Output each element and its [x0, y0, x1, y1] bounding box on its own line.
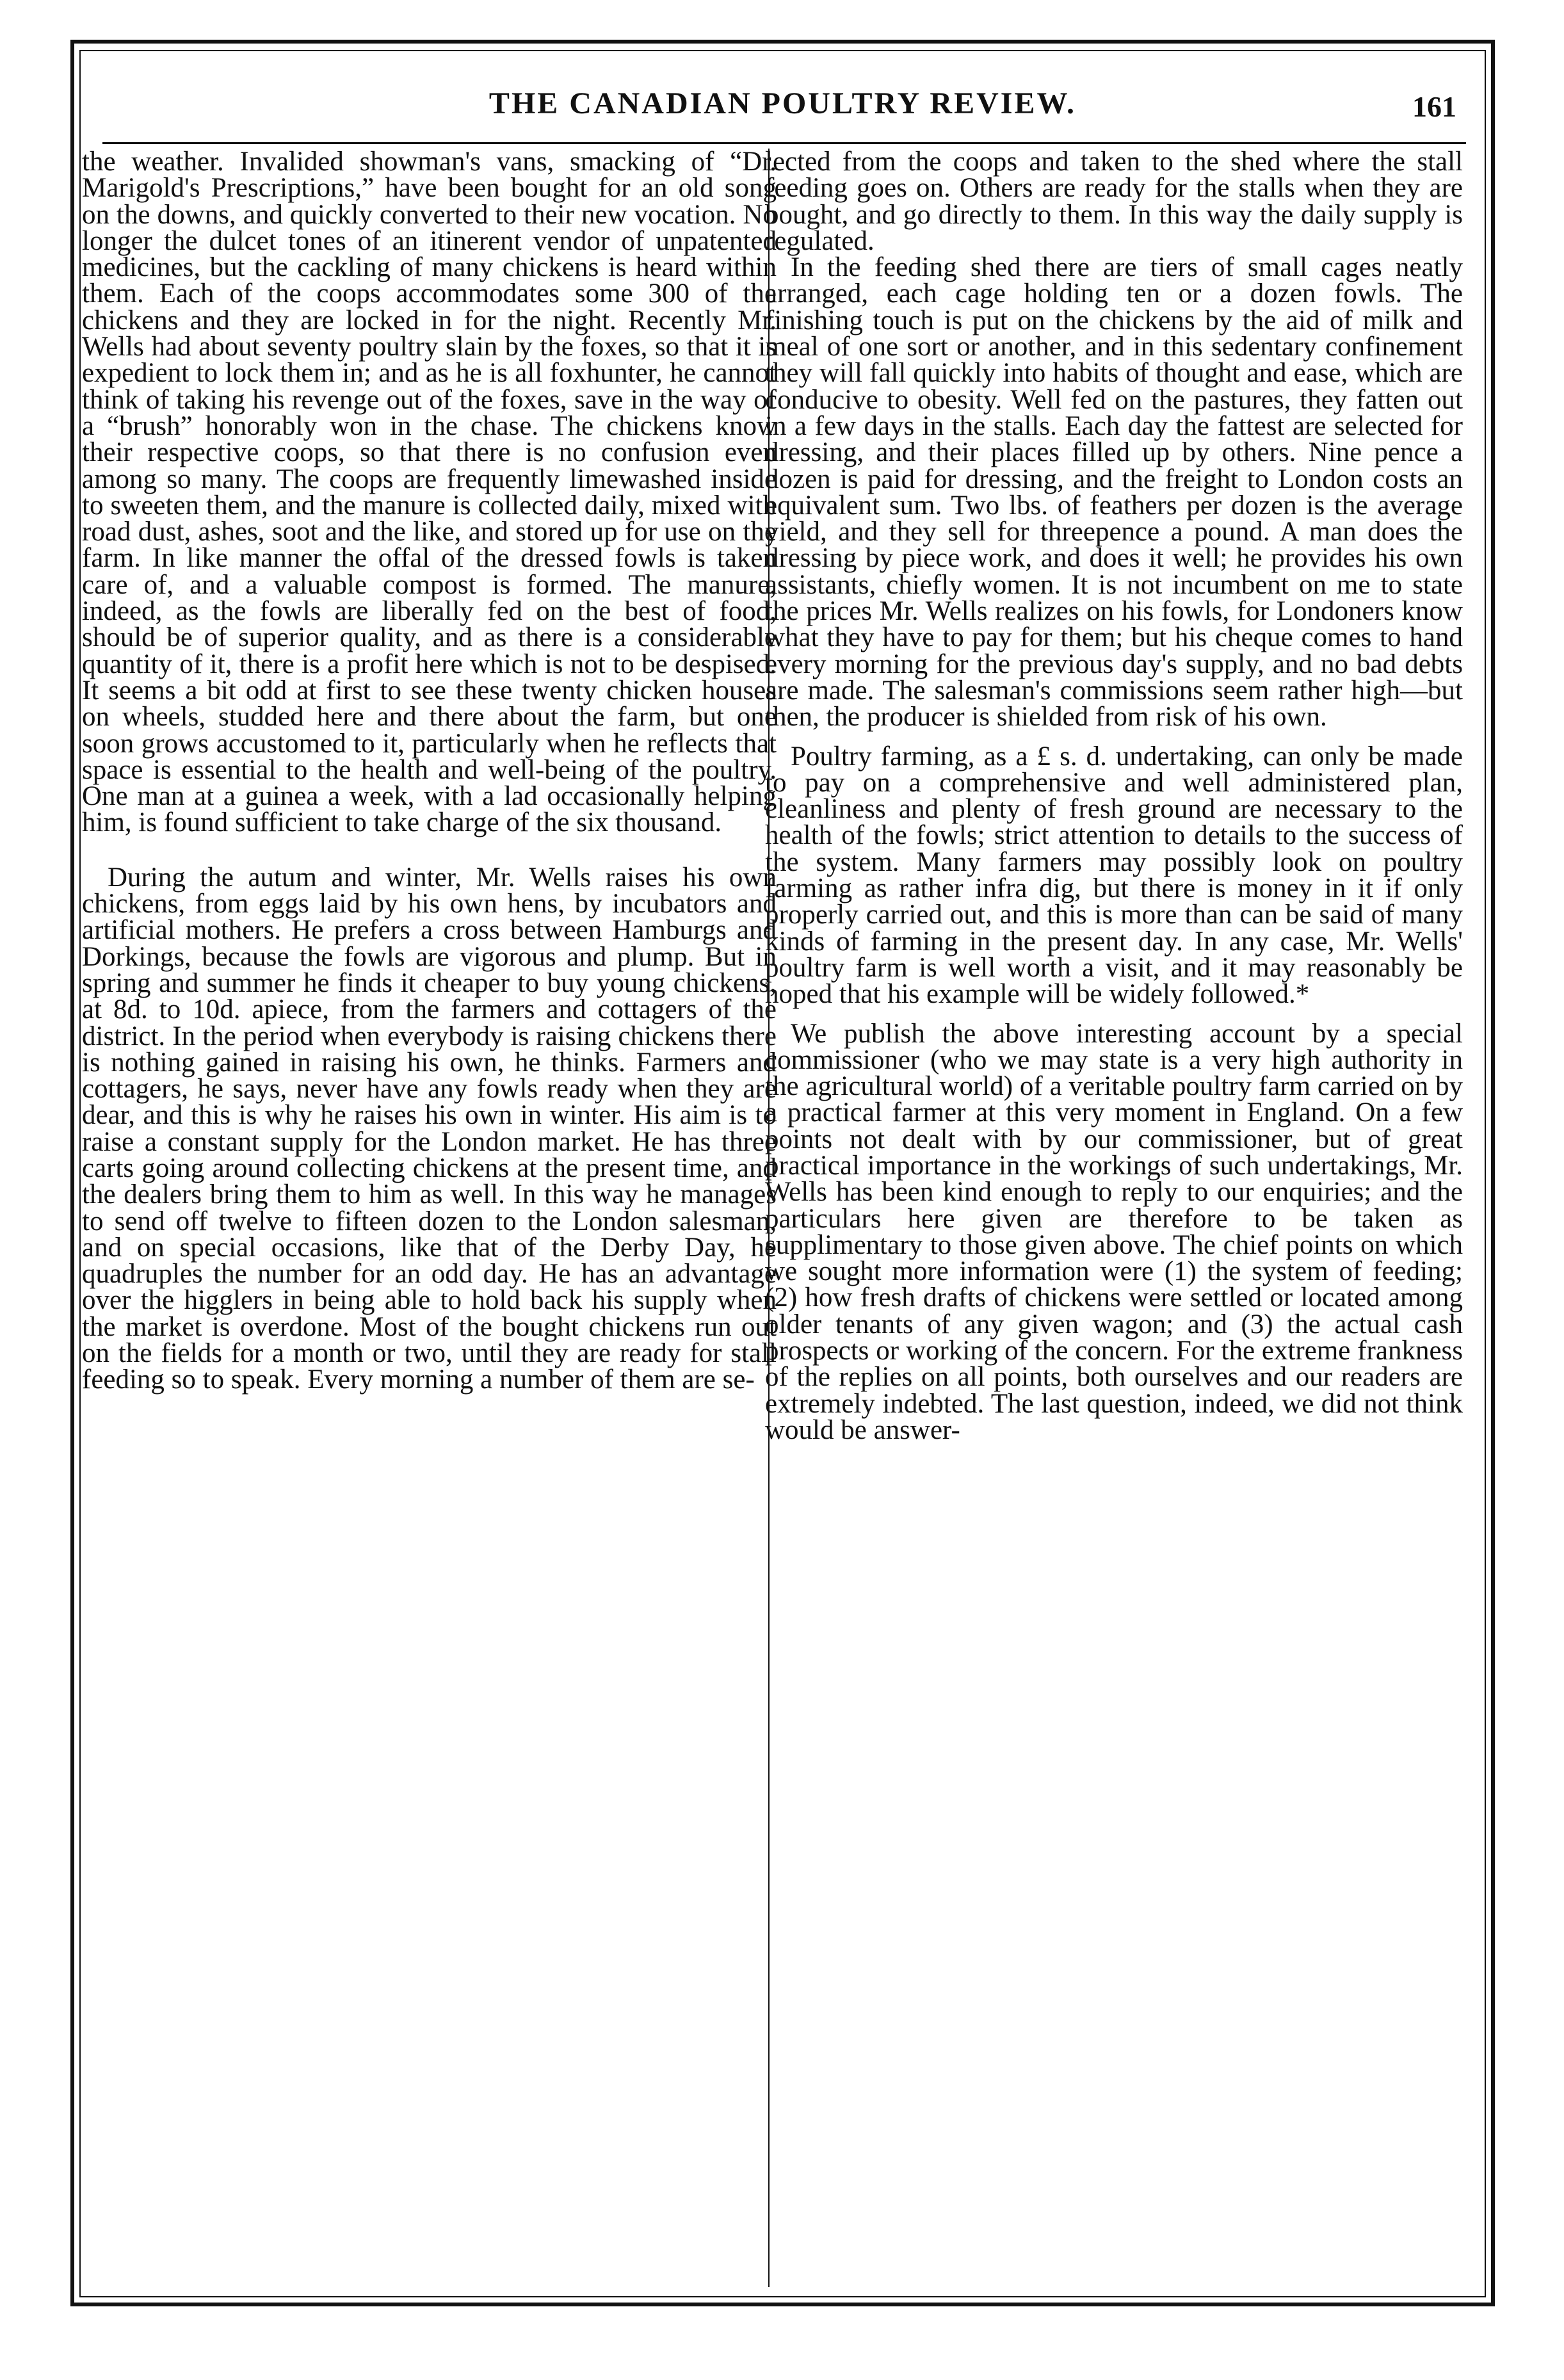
right-paragraph-2: In the feeding shed there are tiers of small cages neatly arranged, each cage holding ten or a dozen fowls. The finishing touch is put on the chickens by the aid of milk and meal of one sort or another, and in this sedentary confinement they will fall quickly into habits of thought and ease, which are conducive to obesity. Well fed on the pastures, they fatten out in a few days in the stalls. Each day the fattest are selected for dressing, and their places filled up by others. Nine pence a dozen is paid for dressing, and the freight to London costs an equivalent sum. Two lbs. of feathers per dozen is the average yield, and they sell for threepence a pound. A man does the dressing by piece work, and does it well; he provides his own assistants, chiefly women. It is not incumbent on me to state the prices Mr. Wells realizes on his fowls, for Londoners know what they have to pay for them; but his cheque comes to hand every morning for the previous day's supply, and no bad debts are made. The salesman's commissions seem rather high—but then, the producer is shielded from risk of his own. [765, 252, 1463, 733]
right-column [765, 149, 1463, 1443]
page-number: 161 [1412, 90, 1456, 123]
footer-rule [79, 2303, 1494, 2306]
left-column [82, 149, 777, 1393]
right-paragraph-1: lected from the coops and taken to the shed where the stall feeding goes on. Others are ready for the stalls when they are bought, and go directly to them. In this way the daily supply is regulated. [765, 147, 1463, 256]
running-header [90, 82, 1476, 133]
right-paragraph-4: We publish the above interesting account by a special commissioner (who we may state is a very high authority in the agricultural world) of a veritable poultry farm carried on by a practical farmer at this very moment in England. On a few points not dealt with by our commissioner, but of great practical importance in the workings of such undertakings, Mr. Wells has been kind enough to reply to our enquiries; and the particulars here given are therefore to be taken as supplimentary to those given above. The chief points on which we sought more information were (1) the system of feeding; (2) how fresh drafts of chickens were settled or located among older tenants of any given wagon; and (3) the actual cash prospects or working of the concern. For the extreme frankness of the replies on all points, both ourselves and our readers are extremely indebted. The last question, indeed, we did not think would be answer- [765, 1018, 1463, 1445]
right-paragraph-3: Poultry farming, as a £ s. d. undertaking, can only be made to pay on a comprehensive and well administered plan, cleanliness and plenty of fresh ground are necessary to the health of the fowls; strict attention to details to the success of the system. Many farmers may possibly look on poultry farming as rather infra dig, but there is money in it if only properly carried out, and this is more than can be said of many kinds of farming in the present day. In any case, Mr. Wells' poultry farm is well worth a visit, and it may reasonably be hoped that his example will be widely followed.* [765, 741, 1463, 1010]
header-rule [102, 142, 1466, 144]
left-paragraph-1: the weather. Invalided showman's vans, smacking of “Dr. Marigold's Prescriptions,” have been bought for an old song on the downs, and quickly converted to their new vocation. No longer the dulcet tones of an itinerent vendor of unpatented medicines, but the cackling of many chickens is heard within them. Each of the coops accommodates some 300 of the chickens and they are locked in for the night. Recently Mr. Wells had about seventy poultry slain by the foxes, so that it is expedient to lock them in; and as he is all foxhunter, he cannot think of taking his revenge out of the foxes, save in the way of a “brush” honorably won in the chase. The chickens know their respective coops, so that there is no confusion even among so many. The coops are frequently limewashed inside to sweeten them, and the manure is collected daily, mixed with road dust, ashes, soot and the like, and stored up for use on the farm. In like manner the offal of the dressed fowls is taken care of, and a valuable compost is formed. The manure, indeed, as the fowls are liberally fed on the best of food, should be of superior quality, and as there is a considerable quantity of it, there is a profit here which is not to be despised. It seems a bit odd at first to see these twenty chicken houses on wheels, studded here and there about the farm, but one soon grows accustomed to it, particularly when he reflects that space is essential to the health and well-being of the poultry. One man at a guinea a week, with a lad occasionally helping him, is found sufficient to take charge of the six thousand. [82, 147, 777, 838]
left-paragraph-2: During the autum and winter, Mr. Wells raises his own chickens, from eggs laid by his own hens, by incubators and artificial mothers. He prefers a cross between Hamburgs and Dorkings, because the fowls are vigorous and plump. But in spring and summer he finds it cheaper to buy young chickens, at 8d. to 10d. apiece, from the farmers and cottagers of the district. In the period when everybody is raising chickens there is nothing gained in raising his own, he thinks. Farmers and cottagers, he says, never have any fowls ready when they are dear, and this is why he raises his own in winter. His aim is to raise a constant supply for the London market. He has three carts going around collecting chickens at the present time, and the dealers bring them to him as well. In this way he manages to send off twelve to fifteen dozen to the London salesman, and on special occasions, like that of the Derby Day, he quadruples the number for an odd day. He has an advantage over the higglers in being able to hold back his supply when the market is overdone. Most of the bought chickens run out on the fields for a month or two, until they are ready for stall feeding so to speak. Every morning a number of them are se- [82, 862, 777, 1395]
journal-title: THE CANADIAN POULTRY REVIEW. [488, 86, 1077, 120]
